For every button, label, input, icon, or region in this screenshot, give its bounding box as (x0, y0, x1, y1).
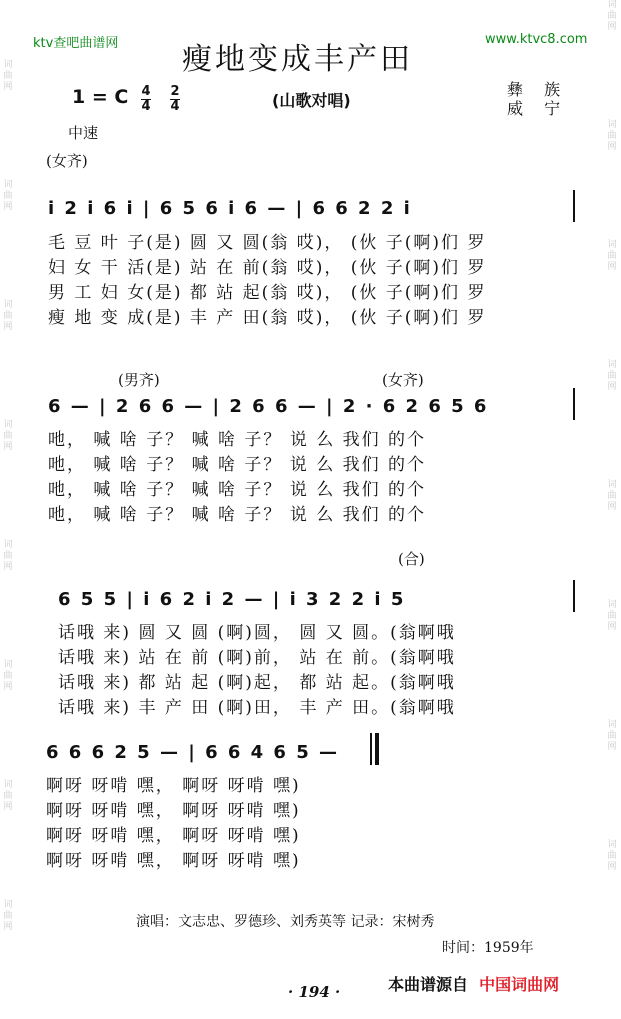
watermark-left: 词曲网 (3, 660, 13, 692)
notation-line-1: i 2 i 6 i | 6 5 6 i 6 — | 6 6 2 2 i (48, 198, 412, 219)
watermark-left: 词曲网 (3, 60, 13, 92)
time-numerator: 4 (141, 84, 151, 99)
time-denominator: 4 (141, 99, 151, 114)
time-denominator: 4 (170, 99, 180, 114)
final-barline (370, 733, 372, 765)
recording-date: 时间：1959年 (442, 940, 534, 956)
site-name-top-left: ktv查吧曲谱网 (33, 36, 119, 51)
key-signature: 1 = C (72, 86, 129, 108)
time-numerator: 2 (170, 84, 180, 99)
lyric-line: 妇 女 干 活(是) 站 在 前(翁 哎)， (伙 子(啊)们 罗 (48, 258, 487, 278)
site-url-top-right: www.ktvc8.com (485, 32, 588, 47)
watermark-right: 词曲网 (607, 0, 617, 32)
part-label-women: (女齐) (46, 152, 88, 170)
notation-line-4: 6 6 6 2 5 — | 6 6 4 6 5 — (46, 742, 340, 763)
watermark-left: 词曲网 (3, 300, 13, 332)
lyric-line: 瘦 地 变 成(是) 丰 产 田(翁 哎)， (伙 子(啊)们 罗 (48, 308, 487, 328)
barline (573, 190, 575, 222)
watermark-right: 词曲网 (607, 480, 617, 512)
watermark-right: 词曲网 (607, 600, 617, 632)
lyric-line: 话哦 来) 圆 又 圆 (啊)圆， 圆 又 圆。(翁啊哦 (58, 623, 456, 643)
watermark-left: 词曲网 (3, 900, 13, 932)
notation-line-3: 6 5 5 | i 6 2 i 2 — | i 3 2 2 i 5 (58, 589, 406, 610)
watermark-right: 词曲网 (607, 240, 617, 272)
watermark-right: 词曲网 (607, 840, 617, 872)
source-site-link[interactable]: 中国词曲网 (479, 975, 560, 994)
part-label-men: (男齐) (118, 371, 160, 389)
performer-credits: 演唱：文志忠、罗德珍、刘秀英等 记录：宋树秀 (136, 914, 435, 930)
lyric-line: 啊呀 呀啃 嘿， 啊呀 呀啃 嘿) (46, 801, 301, 821)
source-prefix: 本曲谱源自 (388, 975, 469, 994)
watermark-right: 词曲网 (607, 720, 617, 752)
final-barline-thick (375, 733, 379, 765)
part-label-together: (合) (398, 550, 425, 568)
lyric-line: 啊呀 呀啃 嘿， 啊呀 呀啃 嘿) (46, 851, 301, 871)
song-title: 瘦地变成丰产田 (182, 42, 413, 77)
lyric-line: 话哦 来) 站 在 前 (啊)前， 站 在 前。(翁啊哦 (58, 648, 456, 668)
barline (573, 388, 575, 420)
tempo-marking: 中速 (68, 124, 99, 142)
lyric-line: 啊呀 呀啃 嘿， 啊呀 呀啃 嘿) (46, 826, 301, 846)
barline (573, 580, 575, 612)
origin-ethnicity: 彝 族 (507, 80, 569, 99)
song-subtitle: (山歌对唱) (272, 91, 351, 110)
watermark-left: 词曲网 (3, 180, 13, 212)
lyric-line: 男 工 妇 女(是) 都 站 起(翁 哎)， (伙 子(啊)们 罗 (48, 283, 487, 303)
watermark-left: 词曲网 (3, 420, 13, 452)
page-number: · 194 · (288, 983, 341, 1001)
lyric-line: 吔， 喊 啥 子？ 喊 啥 子？ 说 么 我们 的个 (48, 505, 427, 525)
time-signature-2-4 (170, 86, 180, 113)
lyric-line: 话哦 来) 丰 产 田 (啊)田， 丰 产 田。(翁啊哦 (58, 698, 456, 718)
lyric-line: 话哦 来) 都 站 起 (啊)起， 都 站 起。(翁啊哦 (58, 673, 456, 693)
song-origin (507, 80, 568, 118)
origin-place: 威 宁 (507, 99, 569, 118)
watermark-left: 词曲网 (3, 780, 13, 812)
notation-line-2: 6 — | 2 6 6 — | 2 6 6 — | 2 · 6 2 6 5 6 (48, 396, 489, 417)
lyric-line: 啊呀 呀啃 嘿， 啊呀 呀啃 嘿) (46, 776, 301, 796)
time-signature-4-4 (141, 86, 151, 113)
lyric-line: 吔， 喊 啥 子？ 喊 啥 子？ 说 么 我们 的个 (48, 430, 427, 450)
watermark-right: 词曲网 (607, 120, 617, 152)
lyric-line: 吔， 喊 啥 子？ 喊 啥 子？ 说 么 我们 的个 (48, 455, 427, 475)
watermark-right: 词曲网 (607, 360, 617, 392)
watermark-left: 词曲网 (3, 540, 13, 572)
lyric-line: 吔， 喊 啥 子？ 喊 啥 子？ 说 么 我们 的个 (48, 480, 427, 500)
lyric-line: 毛 豆 叶 子(是) 圆 又 圆(翁 哎)， (伙 子(啊)们 罗 (48, 233, 487, 253)
source-credit (388, 972, 559, 995)
part-label-women: (女齐) (382, 371, 424, 389)
